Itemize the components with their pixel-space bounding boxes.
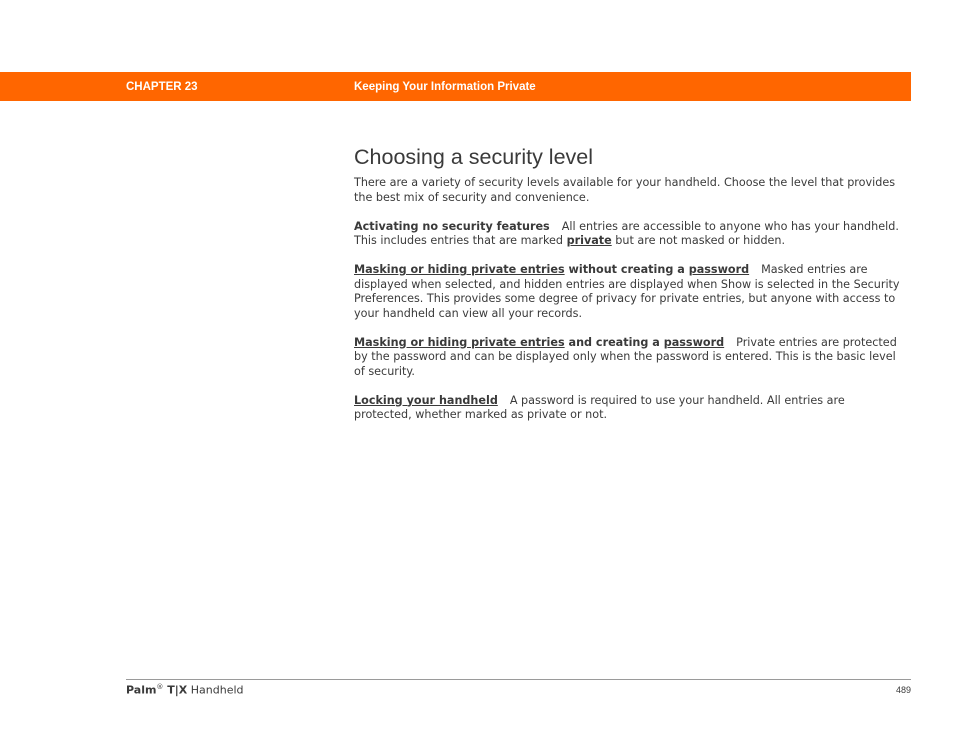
masking-hiding-link[interactable]: Masking or hiding private entries [354, 335, 565, 349]
footer-divider [126, 679, 911, 680]
password-link[interactable]: password [663, 335, 725, 349]
entry-text: Masked entries are displayed when selected, and hidden entries are displayed when Show is selected in the Security Preferences. This provides some degree of privacy for private entries, but anyone with access to your handheld can view all your records. [354, 263, 900, 320]
main-content [354, 143, 904, 437]
entry-locking [354, 394, 904, 423]
brand-name: Palm [126, 683, 157, 697]
model-name: T|X [163, 683, 188, 697]
footer-product-name [126, 683, 244, 697]
entry-text-before-link: All entries are accessible to anyone who has your handheld. This includes entries that are marked [354, 219, 899, 247]
chapter-title: Keeping Your Information Private [354, 81, 536, 93]
term-connector: without creating a [564, 263, 689, 276]
intro-paragraph: There are a variety of security levels available for your handheld. Choose the level that provides the best mix of security and convenience. [354, 176, 896, 204]
page-number: 489 [895, 685, 911, 695]
registered-mark: ® [156, 683, 164, 691]
entry-mask-with-password [354, 336, 904, 380]
locking-handheld-link[interactable]: Locking your handheld [354, 393, 498, 407]
private-link[interactable]: private [566, 234, 612, 247]
chapter-header-bar [0, 72, 911, 101]
entry-text: A password is required to use your handheld. All entries are protected, whether marked as private or not. [354, 393, 845, 421]
entry-mask-no-password [354, 263, 904, 321]
term-no-security: Activating no security features [354, 219, 550, 233]
password-link[interactable]: password [688, 263, 750, 276]
entry-text-after-link: but are not masked or hidden. [611, 234, 786, 247]
entry-text: Private entries are protected by the password and can be displayed only when the password is entered. This is the basic level of security. [354, 335, 897, 378]
section-title: Choosing a security level [354, 145, 594, 169]
entry-no-security [354, 220, 904, 249]
product-label: Handheld [187, 683, 244, 697]
masking-hiding-link[interactable]: Masking or hiding private entries [354, 263, 565, 276]
term-connector: and creating a [564, 335, 664, 349]
chapter-number: CHAPTER 23 [126, 81, 198, 93]
